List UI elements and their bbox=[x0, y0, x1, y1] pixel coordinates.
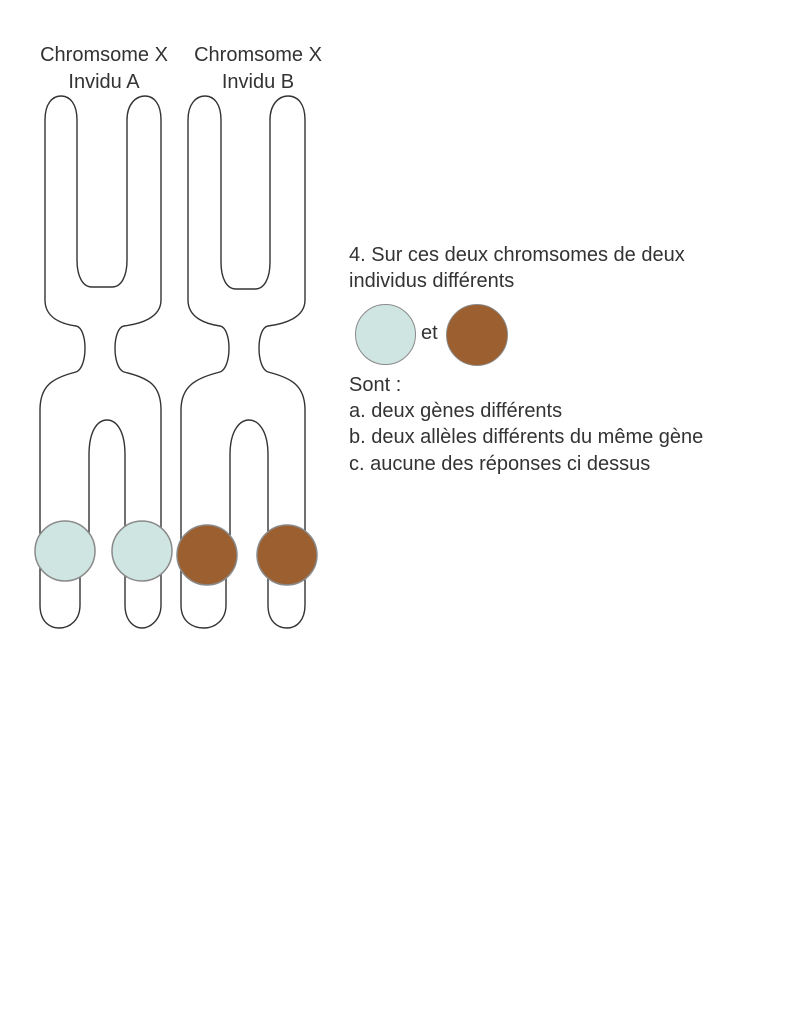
allele-brown-b-right bbox=[257, 525, 317, 585]
legend-light-allele bbox=[355, 304, 416, 365]
chromosome-a-title: Chromsome X bbox=[40, 44, 168, 66]
allele-light-a-right bbox=[112, 521, 172, 581]
legend-connector: et bbox=[421, 322, 438, 344]
chromosome-b-title: Chromsome X bbox=[194, 44, 322, 66]
allele-light-a-left bbox=[35, 521, 95, 581]
legend-brown-allele bbox=[446, 304, 508, 366]
allele-brown-b-left bbox=[177, 525, 237, 585]
answer-option-b[interactable]: b. deux allèles différents du même gène bbox=[349, 426, 704, 448]
question-sont: Sont : bbox=[349, 374, 402, 396]
individual-a-label: Invidu A bbox=[68, 71, 140, 93]
question-line-1: 4. Sur ces deux chromsomes de deux bbox=[349, 244, 685, 266]
answer-option-a[interactable]: a. deux gènes différents bbox=[349, 400, 563, 422]
individual-b-label: Invidu B bbox=[221, 71, 295, 93]
question-line-2: individus différents bbox=[349, 270, 515, 292]
answer-option-c[interactable]: c. aucune des réponses ci dessus bbox=[349, 453, 651, 475]
